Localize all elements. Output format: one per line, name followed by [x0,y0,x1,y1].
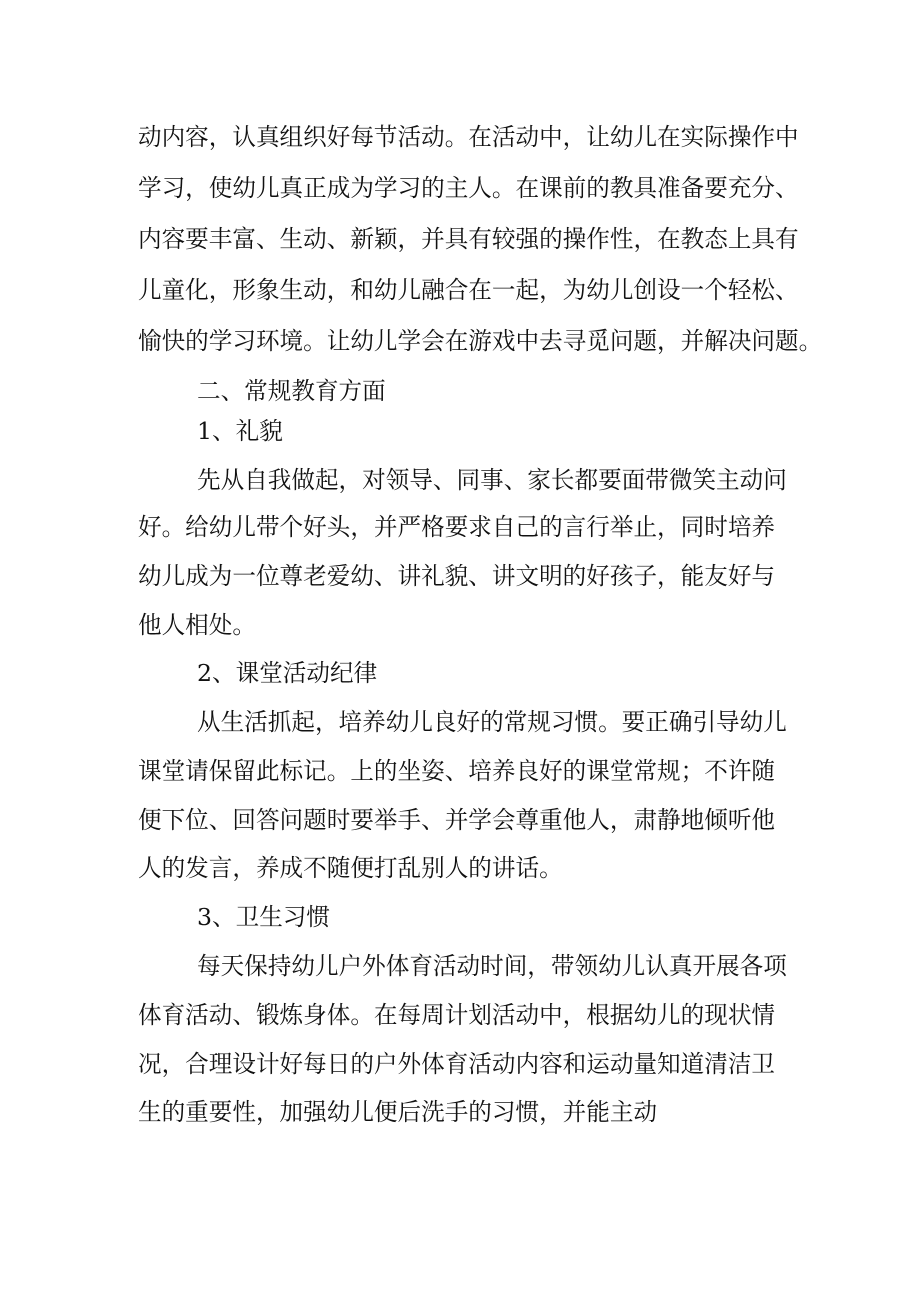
paragraph-line: 他人相处。 [138,611,256,639]
paragraph-line: 生的重要性，加强幼儿便后洗手的习惯，并能主动 [138,1098,658,1126]
paragraph-line: 先从自我做起，对领导、同事、家长都要面带微笑主动问 [197,466,787,494]
paragraph-line: 内容要丰富、生动、新颖，并具有较强的操作性，在教态上具有 [138,225,799,253]
subsection-heading: 1、礼貌 [197,417,283,445]
paragraph-line: 课堂请保留此标记。上的坐姿、培养良好的课堂常规；不许随 [138,757,776,785]
paragraph-line: 体育活动、锻炼身体。在每周计划活动中，根据幼儿的现状情 [138,1001,776,1029]
paragraph-line: 好。给幼儿带个好头，并严格要求自己的言行举止，同时培养 [138,513,776,541]
section-heading: 二、常规教育方面 [197,377,386,405]
paragraph-line: 便下位、回答问题时要举手、并学会尊重他人，肃静地倾听他 [138,806,776,834]
subsection-heading: 2、课堂活动纪律 [197,659,378,687]
paragraph-line: 每天保持幼儿户外体育活动时间，带领幼儿认真开展各项 [197,952,787,980]
paragraph-line: 人的发言，养成不随便打乱别人的讲话。 [138,854,563,882]
paragraph-line: 愉快的学习环境。让幼儿学会在游戏中去寻觅问题，并解决问题。 [138,327,823,355]
paragraph-line: 学习，使幼儿真正成为学习的主人。在课前的教具准备要充分、 [138,174,799,202]
paragraph-line: 幼儿成为一位尊老爱幼、讲礼貌、讲文明的好孩子，能友好与 [138,562,776,590]
paragraph-line: 动内容，认真组织好每节活动。在活动中，让幼儿在实际操作中 [138,123,799,151]
paragraph-line: 从生活抓起，培养幼儿良好的常规习惯。要正确引导幼儿 [197,708,787,736]
subsection-heading: 3、卫生习惯 [197,903,330,931]
paragraph-line: 况，合理设计好每日的户外体育活动内容和运动量知道清洁卫 [138,1050,776,1078]
paragraph-line: 儿童化，形象生动，和幼儿融合在一起，为幼儿创设一个轻松、 [138,276,799,304]
